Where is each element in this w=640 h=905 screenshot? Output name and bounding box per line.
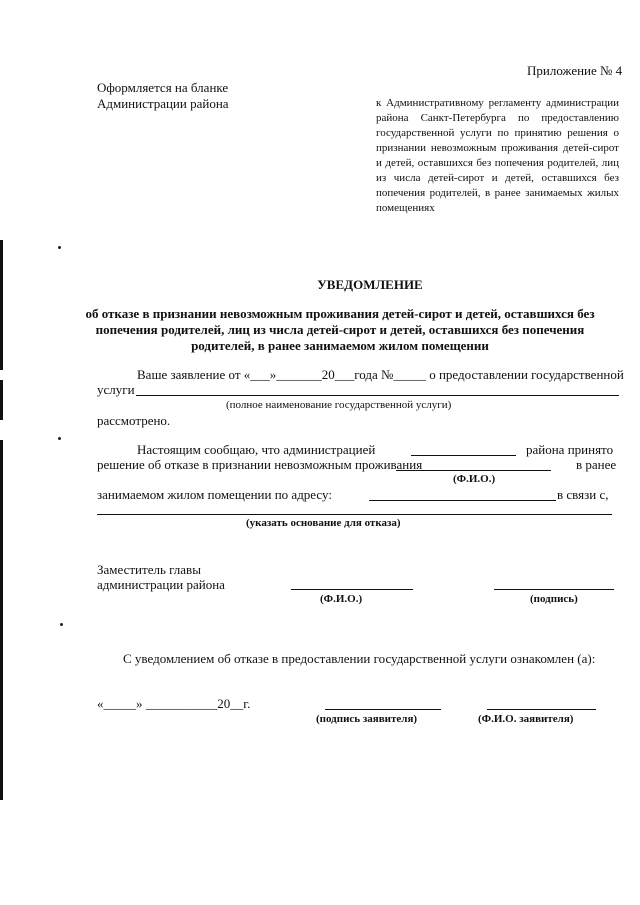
punch-mark [58, 437, 61, 440]
acknowledge-text: С уведомлением об отказе в предоставлении государственной услуги ознакомлен (а): [123, 651, 596, 666]
form-note-line1: Оформляется на бланке [97, 80, 229, 95]
notice-text-1b: района принято [526, 442, 614, 457]
appendix-number: Приложение № 4 [527, 63, 623, 78]
applicant-sign-hint: (подпись заявителя) [316, 713, 418, 725]
applicant-fio-hint: (Ф.И.О. заявителя) [478, 713, 574, 725]
signer-title-line1: Заместитель главы [97, 562, 201, 577]
fio-blank [396, 470, 551, 471]
document-subtitle-line1: об отказе в признании невозможным проживания детей-сирот и детей, оставшихся без [85, 306, 595, 321]
acknowledge-date: «_____» ___________20__г. [97, 696, 251, 711]
reason-blank [97, 514, 612, 515]
notice-text-2: решение об отказе в признании невозможным проживания [97, 457, 423, 472]
notice-text-3b: в связи с, [557, 487, 609, 502]
regulation-note: к Административному регламенту администрации района Санкт-Петербурга по предоставлению государственной услуги по принятию решения о признании невозможным проживания детей-сирот и детей, оставшихся без попечения родителей, лиц из числа детей-сирот и детей, оставшихся без попечения родителей, в ранее занимаемых жилых помещениях [376, 97, 619, 214]
service-name-blank [136, 395, 619, 396]
applicant-fio-blank [487, 709, 596, 710]
punch-mark [58, 246, 61, 249]
address-blank [369, 500, 556, 501]
signer-fio-hint: (Ф.И.О.) [320, 593, 363, 605]
notice-text-2b: в ранее [576, 457, 617, 472]
form-note-line2: Администрации района [97, 96, 229, 111]
service-name-hint: (полное наименование государственной услуги) [226, 399, 452, 411]
application-intro: Ваше заявление от «___»_______20___года №_____ о предоставлении государственной [137, 367, 624, 382]
services-label: услуги [97, 382, 135, 397]
document-subtitle-line3: родителей, в ранее занимаемом жилом помещении [191, 338, 489, 353]
applicant-sign-blank [325, 709, 441, 710]
scan-edge-mark [0, 380, 3, 420]
notice-text-1: Настоящим сообщаю, что администрацией [137, 442, 376, 457]
district-blank [411, 455, 516, 456]
document-title: УВЕДОМЛЕНИЕ [317, 277, 423, 292]
notice-text-3: занимаемом жилом помещении по адресу: [97, 487, 332, 502]
signer-sign-hint: (подпись) [530, 593, 578, 605]
reviewed-text: рассмотрено. [97, 413, 171, 428]
reason-hint: (указать основание для отказа) [246, 517, 401, 529]
scan-edge-mark [0, 240, 3, 370]
document-subtitle-line2: попечения родителей, лиц из числа детей-сирот и детей, оставшихся без попечения [95, 322, 585, 337]
signer-fio-blank [291, 589, 413, 590]
fio-hint: (Ф.И.О.) [453, 473, 496, 485]
signer-sign-blank [494, 589, 614, 590]
scan-edge-mark [0, 440, 3, 800]
signer-title-line2: администрации района [97, 577, 225, 592]
punch-mark [60, 623, 63, 626]
